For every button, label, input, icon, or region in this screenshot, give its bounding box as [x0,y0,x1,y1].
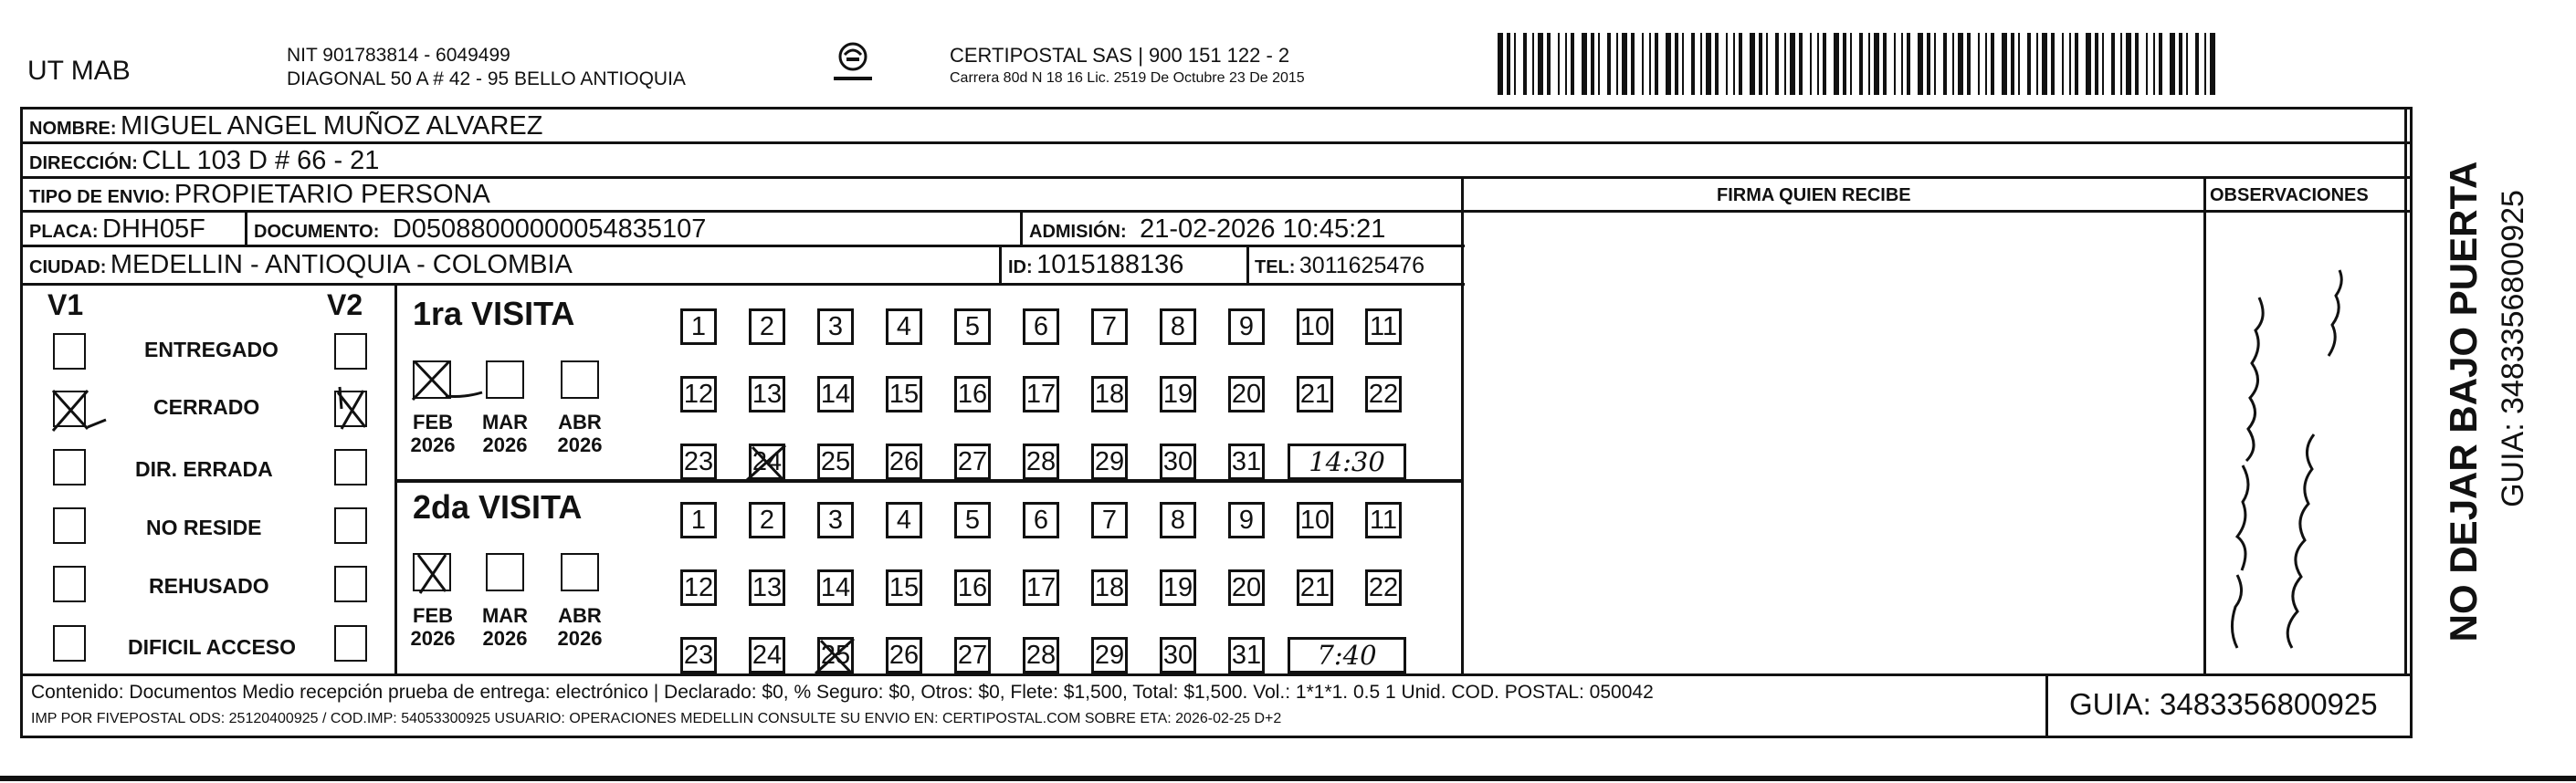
visit2-day-27[interactable]: 27 [954,637,991,673]
certipostal-logo [826,38,879,89]
visit2-day-11[interactable]: 11 [1365,502,1402,538]
visit2-month-mar-label: MAR 2026 [481,604,529,651]
footer-print-info: IMP POR FIVEPOSTAL ODS: 25120400925 / COD.IMP: 54053300925 USUARIO: OPERACIONES MEDELLIN CONSULTE SU ENVIO EN: CERTIPOSTAL.COM SOBRE ETA: 2026-02-25 D+2 [31,711,1282,726]
status-dificil-acceso-label: DIFICIL ACCESO [128,635,297,659]
type-label: TIPO DE ENVIO: [29,187,171,207]
barcode [1498,33,2228,95]
visit1-day-31[interactable]: 31 [1228,444,1265,480]
status-rehusado-label: REHUSADO [149,574,269,598]
name-label: NOMBRE: [29,119,117,139]
visit1-month-feb-label: FEB 2026 [410,411,456,457]
v1-header: V1 [47,288,84,321]
side-warning: NO DEJAR BAJO PUERTA [2442,161,2485,642]
tel-label: TEL: [1255,257,1296,277]
id-field [1008,252,1183,278]
address-label: DIRECCIÓN: [29,153,138,173]
visit1-day-25[interactable]: 25 [817,444,854,480]
visit1-day-23[interactable]: 23 [680,444,717,480]
visit1-day-14[interactable]: 14 [817,376,854,412]
visit2-month-abr-label: ABR 2026 [557,604,603,651]
visit2-day-25[interactable]: 25 [817,637,854,673]
visit1-day-8[interactable]: 8 [1160,308,1196,345]
v2-checkbox-dificil-acceso[interactable] [334,625,367,662]
visit2-day-23[interactable]: 23 [680,637,717,673]
admission-label: ADMISIÓN: [1029,222,1127,242]
visit1-month-mar-label: MAR 2026 [481,411,529,457]
visit2-month-abr-box[interactable] [561,553,599,591]
visit2-title: 2da VISITA [413,488,583,526]
visit1-day-28[interactable]: 28 [1023,444,1059,480]
visit2-day-22[interactable]: 22 [1365,569,1402,606]
status-entregado-label: ENTREGADO [144,338,279,361]
document-field [254,216,706,243]
visit2-day-8[interactable]: 8 [1160,502,1196,538]
visit1-day-7[interactable]: 7 [1091,308,1128,345]
admission-field [1029,216,1385,243]
visit2-day-21[interactable]: 21 [1297,569,1333,606]
v2-cerrado-x-mark [329,383,374,434]
visit2-day-4[interactable]: 4 [886,502,922,538]
visit2-day-9[interactable]: 9 [1228,502,1265,538]
company-address: Carrera 80d N 18 16 Lic. 2519 De Octubre 23 De 2015 [950,70,1305,86]
visit2-month-mar-box[interactable] [486,553,524,591]
plate-field [29,216,205,243]
visit1-day-24[interactable]: 24 [749,444,785,480]
visit1-day-24-x-mark [741,436,793,487]
visit2-day-16[interactable]: 16 [954,569,991,606]
v1-checkbox-dificil-acceso[interactable] [53,625,86,662]
visit1-day-16[interactable]: 16 [954,376,991,412]
city-value: MEDELLIN - ANTIOQUIA - COLOMBIA [110,250,573,279]
visit1-month-abr-box[interactable] [561,360,599,399]
visit1-day-21[interactable]: 21 [1297,376,1333,412]
visit2-day-19[interactable]: 19 [1160,569,1196,606]
id-value: 1015188136 [1036,250,1184,279]
visit1-day-5[interactable]: 5 [954,308,991,345]
visit2-day-13[interactable]: 13 [749,569,785,606]
visit1-day-15[interactable]: 15 [886,376,922,412]
visit2-month-feb-label: FEB 2026 [410,604,456,651]
visit1-day-4[interactable]: 4 [886,308,922,345]
visit1-day-26[interactable]: 26 [886,444,922,480]
sender-name: UT MAB [27,56,131,86]
footer-contents: Contenido: Documentos Medio recepción prueba de entrega: electrónico | Declarado: $0, % Seguro: $0, Otros: $0, Flete: $1,500, Total: $1,500. Vol.: 1*1*1. 0.5 1 Unid. COD. POSTAL: 050042 [31,682,1654,703]
visit1-day-2[interactable]: 2 [749,308,785,345]
visit1-title: 1ra VISITA [413,295,575,332]
type-value: PROPIETARIO PERSONA [173,180,490,209]
visit2-day-29[interactable]: 29 [1091,637,1128,673]
visit2-time-field[interactable]: 7:40 [1288,637,1406,673]
visit1-day-19[interactable]: 19 [1160,376,1196,412]
status-dir-errada-label: DIR. ERRADA [135,457,273,481]
visit2-day-25-x-mark [810,630,861,681]
visit2-day-10[interactable]: 10 [1297,502,1333,538]
visit1-day-10[interactable]: 10 [1297,308,1333,345]
type-field [29,182,490,208]
visit1-day-3[interactable]: 3 [817,308,854,345]
visit1-day-9[interactable]: 9 [1228,308,1265,345]
visit1-day-22[interactable]: 22 [1365,376,1402,412]
document-value: D05088000000054835107 [392,214,707,244]
v2-header: V2 [327,288,363,321]
visit1-day-27[interactable]: 27 [954,444,991,480]
visit2-day-14[interactable]: 14 [817,569,854,606]
visit1-day-30[interactable]: 30 [1160,444,1196,480]
visit1-time-field[interactable]: 14:30 [1288,444,1406,480]
observations-handwriting [2210,246,2392,666]
visit2-day-1[interactable]: 1 [680,502,717,538]
city-field [29,252,573,278]
visit1-day-11[interactable]: 11 [1365,308,1402,345]
visit2-day-24[interactable]: 24 [749,637,785,673]
v1-cerrado-x-mark [46,383,110,438]
visit2-day-31[interactable]: 31 [1228,637,1265,673]
sender-address: DIAGONAL 50 A # 42 - 95 BELLO ANTIOQUIA [287,68,686,89]
visit1-day-20[interactable]: 20 [1228,376,1265,412]
tel-field [1255,255,1425,277]
visit2-day-28[interactable]: 28 [1023,637,1059,673]
document-label: DOCUMENTO: [254,222,380,242]
visit2-day-17[interactable]: 17 [1023,569,1059,606]
v2-checkbox-dir-errada[interactable] [334,449,367,485]
visit1-day-29[interactable]: 29 [1091,444,1128,480]
visit2-day-3[interactable]: 3 [817,502,854,538]
v2-checkbox-entregado[interactable] [334,333,367,370]
name-value: MIGUEL ANGEL MUÑOZ ALVAREZ [121,111,543,141]
id-label: ID: [1008,257,1033,277]
status-cerrado-label: CERRADO [153,395,260,419]
visit2-day-15[interactable]: 15 [886,569,922,606]
v1-checkbox-entregado[interactable] [53,333,86,370]
visit1-day-12[interactable]: 12 [680,376,717,412]
plate-value: DHH05F [102,214,205,244]
visit2-day-6[interactable]: 6 [1023,502,1059,538]
visit2-feb-x-mark [409,548,460,599]
address-value: CLL 103 D # 66 - 21 [142,146,380,175]
visit1-day-6[interactable]: 6 [1023,308,1059,345]
visit2-day-30[interactable]: 30 [1160,637,1196,673]
visit2-day-18[interactable]: 18 [1091,569,1128,606]
company-name: CERTIPOSTAL SAS | 900 151 122 - 2 [950,44,1290,67]
tel-value: 3011625476 [1299,253,1425,278]
v2-checkbox-rehusado[interactable] [334,566,367,602]
status-no-reside-label: NO RESIDE [146,516,262,539]
visit2-day-20[interactable]: 20 [1228,569,1265,606]
visit2-day-5[interactable]: 5 [954,502,991,538]
visit2-day-7[interactable]: 7 [1091,502,1128,538]
observations-header: OBSERVACIONES [2210,185,2369,205]
visit1-month-mar-box[interactable] [486,360,524,399]
v2-checkbox-no-reside[interactable] [334,507,367,544]
v1-checkbox-rehusado[interactable] [53,566,86,602]
admission-value: 21-02-2026 10:45:21 [1140,214,1386,244]
visit1-feb-x-mark [407,356,489,407]
plate-label: PLACA: [29,222,99,242]
footer-guia: GUIA: 3483356800925 [2069,687,2378,721]
visit1-month-abr-label: ABR 2026 [557,411,603,457]
visit2-day-26[interactable]: 26 [886,637,922,673]
visit1-day-13[interactable]: 13 [749,376,785,412]
visit2-day-2[interactable]: 2 [749,502,785,538]
signature-header: FIRMA QUIEN RECIBE [1717,185,1911,205]
visit1-day-17[interactable]: 17 [1023,376,1059,412]
sender-nit: NIT 901783814 - 6049499 [287,45,510,66]
v1-checkbox-no-reside[interactable] [53,507,86,544]
v1-checkbox-dir-errada[interactable] [53,449,86,485]
visit1-day-18[interactable]: 18 [1091,376,1128,412]
address-field [29,148,379,174]
side-guia: GUIA: 3483356800925 [2496,190,2530,507]
visit2-day-12[interactable]: 12 [680,569,717,606]
visit1-day-1[interactable]: 1 [680,308,717,345]
name-field [29,113,543,140]
city-label: CIUDAD: [29,257,107,277]
